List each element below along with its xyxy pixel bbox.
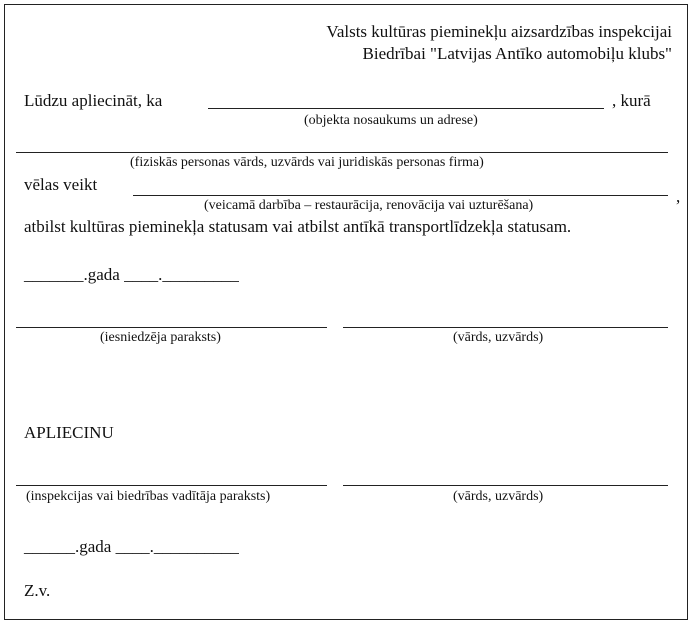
addressee-line-1: Valsts kultūras pieminekļu aizsardzības inspekcijai <box>326 22 672 41</box>
head-signature-caption: (inspekcijas vai biedrības vadītāja paraksts) <box>26 489 271 504</box>
status-statement: atbilst kultūras pieminekļa statusam vai atbilst antīkā transportlīdzekļa statusam. <box>24 217 572 236</box>
request-lead: Lūdzu apliecināt, ka <box>24 91 163 110</box>
request-trailing: , kurā <box>612 91 651 110</box>
applicant-signature-caption: (iesniedzēja paraksts) <box>100 330 221 345</box>
certify-heading: APLIECINU <box>24 423 114 442</box>
applicant-name-blank[interactable] <box>343 327 668 328</box>
object-caption: (objekta nosaukums un adrese) <box>304 113 478 128</box>
head-name-blank[interactable] <box>343 485 668 486</box>
action-caption: (veicamā darbība – restaurācija, renovācija vai uzturēšana) <box>204 198 534 213</box>
addressee-line-2: Biedrībai "Latvijas Antīko automobiļu klubs" <box>362 44 672 63</box>
applicant-signature-blank[interactable] <box>16 327 327 328</box>
head-signature-blank[interactable] <box>16 485 327 486</box>
head-name-caption: (vārds, uzvārds) <box>453 489 544 504</box>
applicant-name-caption: (vārds, uzvārds) <box>453 330 544 345</box>
action-blank[interactable] <box>133 195 668 196</box>
action-label: vēlas veikt <box>24 175 98 194</box>
person-blank[interactable] <box>16 152 668 153</box>
stamp-place: Z.v. <box>24 581 51 600</box>
date-field-1[interactable]: _______.gada ____._________ <box>24 265 239 284</box>
action-comma: , <box>676 187 681 206</box>
object-blank[interactable] <box>208 108 604 109</box>
date-field-2[interactable]: ______.gada ____.__________ <box>24 537 239 556</box>
person-caption: (fiziskās personas vārds, uzvārds vai juridiskās personas firma) <box>130 155 484 170</box>
